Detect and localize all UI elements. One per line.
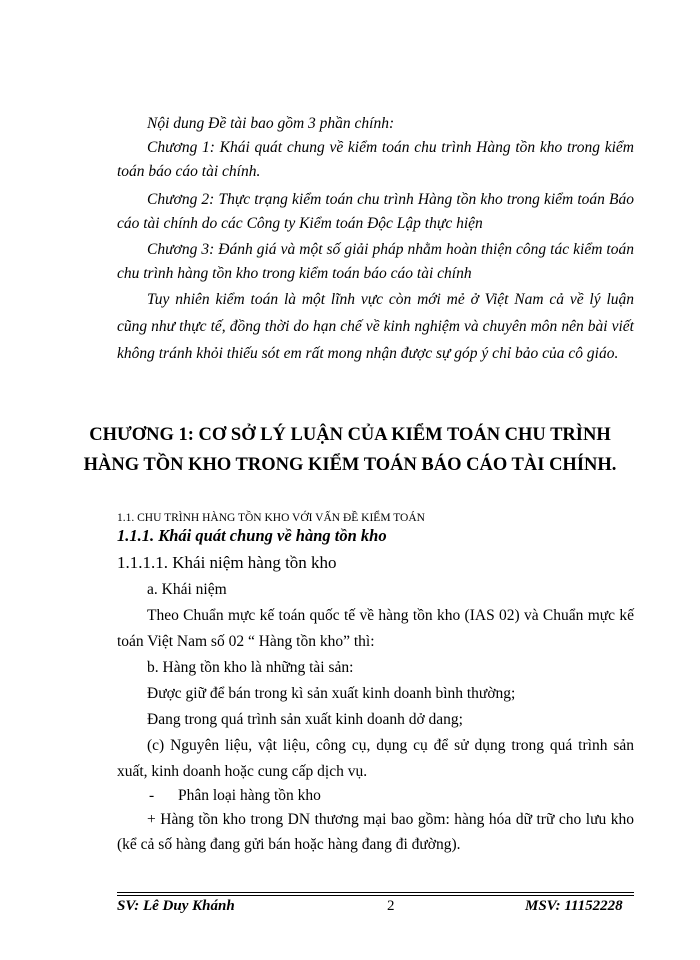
- body-list-item-3-line2: xuất, kinh doanh hoặc cung cấp dịch vụ.: [117, 763, 368, 780]
- intro-chapter1-line2: toán báo cáo tài chính.: [117, 163, 261, 180]
- footer-rule: [117, 892, 634, 893]
- intro-paragraph-line3: không tránh khỏi thiếu sót em rất mong nhận được sự góp ý chỉ bảo của cô giáo.: [117, 345, 619, 362]
- intro-line: Nội dung Đề tài bao gồm 3 phần chính:: [147, 115, 395, 132]
- body-dash-bullet: -: [149, 787, 155, 804]
- footer-student-id: MSV: 11152228: [525, 898, 623, 914]
- body-dn-line1: + Hàng tồn kho trong DN thương mại bao gồm: hàng hóa dữ trữ cho lưu kho: [147, 811, 634, 828]
- intro-chapter2-line1: Chương 2: Thực trạng kiểm toán chu trình Hàng tồn kho trong kiểm toán Báo: [147, 191, 634, 208]
- body-classify-heading: Phân loại hàng tồn kho: [178, 787, 321, 804]
- intro-paragraph-line2: cũng như thực tế, đồng thời do hạn chế về kinh nghiệm và chuyên môn nên bài viết: [117, 318, 634, 335]
- body-list-item-2: Đang trong quá trình sản xuất kinh doanh dở dang;: [147, 711, 463, 728]
- footer-page-number: 2: [387, 898, 395, 914]
- body-theo-line1: Theo Chuẩn mực kế toán quốc tế về hàng tồn kho (IAS 02) và Chuẩn mực kế: [147, 607, 634, 624]
- chapter-title-line1: CHƯƠNG 1: CƠ SỞ LÝ LUẬN CỦA KIỂM TOÁN CHU TRÌNH: [89, 425, 611, 445]
- intro-chapter1-line1: Chương 1: Khái quát chung về kiểm toán chu trình Hàng tồn kho trong kiểm: [147, 139, 634, 156]
- intro-chapter2-line2: cáo tài chính do các Công ty Kiểm toán Độc Lập thực hiện: [117, 215, 483, 232]
- section-heading-1-1: 1.1. CHU TRÌNH HÀNG TỒN KHO VỚI VẤN ĐỀ KIỂM TOÁN: [117, 512, 425, 524]
- body-list-item-3-line1: (c) Nguyên liệu, vật liệu, công cụ, dụng cụ để sử dụng trong quá trình sản: [147, 737, 634, 754]
- footer-student-name: SV: Lê Duy Khánh: [117, 898, 235, 914]
- body-item-b: b. Hàng tồn kho là những tài sản:: [147, 659, 354, 676]
- section-heading-1-1-1-1: 1.1.1.1. Khái niệm hàng tồn kho: [117, 553, 337, 572]
- body-dn-line2: (kể cả số hàng đang gửi bán hoặc hàng đang đi đường).: [117, 836, 461, 853]
- intro-chapter3-line1: Chương 3: Đánh giá và một số giải pháp nhằm hoàn thiện công tác kiểm toán: [147, 241, 634, 258]
- section-heading-1-1-1: 1.1.1. Khái quát chung về hàng tồn kho: [117, 526, 387, 545]
- body-item-a: a. Khái niệm: [147, 581, 227, 598]
- body-theo-line2: toán Việt Nam số 02 “ Hàng tồn kho” thì:: [117, 633, 375, 650]
- intro-paragraph-line1: Tuy nhiên kiểm toán là một lĩnh vực còn mới mẻ ở Việt Nam cả về lý luận: [147, 291, 634, 308]
- intro-chapter3-line2: chu trình hàng tồn kho trong kiểm toán báo cáo tài chính: [117, 265, 472, 282]
- footer-rule-secondary: [117, 895, 634, 896]
- body-list-item-1: Được giữ để bán trong kì sản xuất kinh doanh bình thường;: [147, 685, 516, 702]
- chapter-title-line2: HÀNG TỒN KHO TRONG KIỂM TOÁN BÁO CÁO TÀI CHÍNH.: [83, 455, 617, 475]
